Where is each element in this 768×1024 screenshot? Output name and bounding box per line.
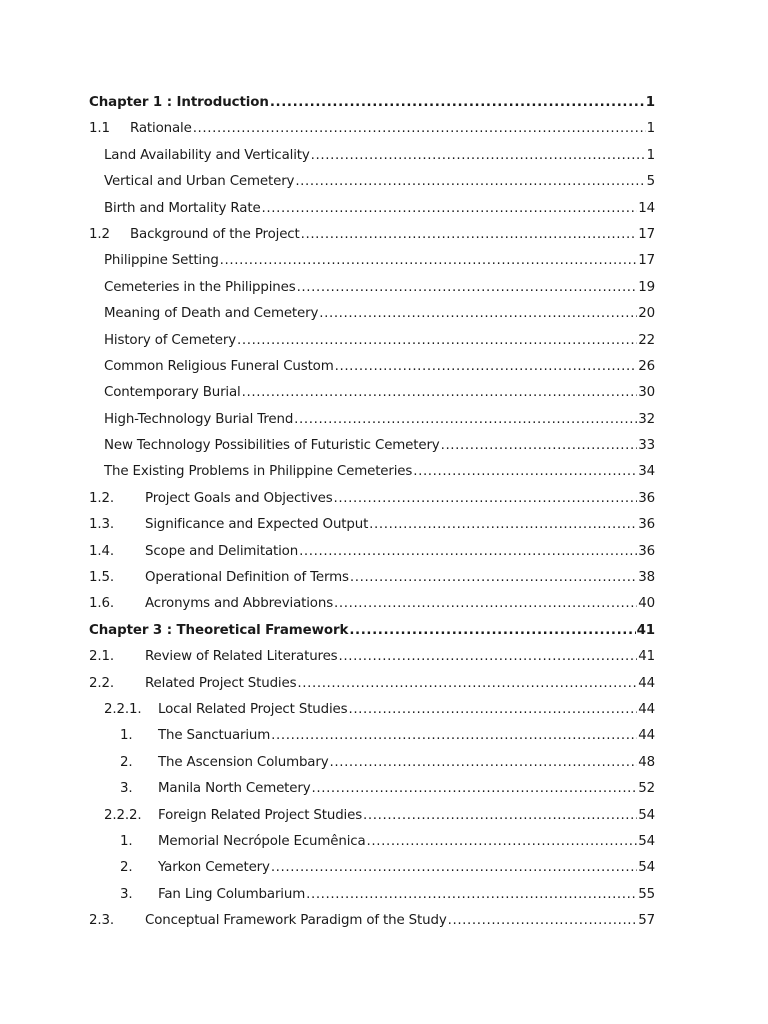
toc-title: History of Cemetery bbox=[104, 332, 236, 348]
toc-title: Local Related Project Studies bbox=[158, 701, 348, 717]
toc-number: 2.2. bbox=[89, 675, 114, 691]
toc-title: Yarkon Cemetery bbox=[158, 860, 270, 876]
toc-leader-dots bbox=[295, 169, 645, 195]
toc-entry[interactable] bbox=[89, 671, 655, 697]
toc-number: 1.2 bbox=[89, 226, 110, 242]
toc-entry[interactable] bbox=[89, 169, 655, 195]
toc-page-number: 55 bbox=[638, 886, 655, 902]
toc-title: Philippine Setting bbox=[104, 253, 219, 269]
toc-entry[interactable] bbox=[89, 459, 655, 485]
toc-number: 1.3. bbox=[89, 517, 114, 533]
toc-leader-dots bbox=[441, 433, 638, 459]
toc-page-number: 20 bbox=[638, 306, 655, 322]
toc-leader-dots bbox=[312, 776, 638, 802]
toc-page-number: 33 bbox=[638, 438, 655, 454]
toc-page-number: 38 bbox=[638, 570, 655, 586]
toc-leader-dots bbox=[271, 723, 637, 749]
toc-page-number: 36 bbox=[638, 490, 655, 506]
toc-page-number: 44 bbox=[638, 701, 655, 717]
toc-number: 1.6. bbox=[89, 596, 114, 612]
toc-leader-dots bbox=[220, 248, 638, 274]
toc-title: Vertical and Urban Cemetery bbox=[104, 174, 295, 190]
toc-entry[interactable] bbox=[89, 512, 655, 538]
toc-leader-dots bbox=[330, 750, 638, 776]
toc-entry[interactable] bbox=[89, 750, 655, 776]
toc-title: Chapter 1 : Introduction bbox=[89, 95, 269, 110]
toc-page-number: 17 bbox=[638, 226, 655, 242]
toc-leader-dots bbox=[306, 882, 637, 908]
toc-leader-dots bbox=[299, 539, 637, 565]
toc-leader-dots bbox=[339, 644, 638, 670]
toc-title: Operational Definition of Terms bbox=[145, 570, 349, 586]
toc-leader-dots bbox=[319, 301, 637, 327]
toc-leader-dots bbox=[363, 803, 637, 829]
toc-leader-dots bbox=[294, 407, 637, 433]
toc-page-number: 14 bbox=[638, 200, 655, 216]
toc-number: 2. bbox=[120, 860, 133, 876]
toc-title: Project Goals and Objectives bbox=[145, 490, 333, 506]
toc-number: 1.5. bbox=[89, 570, 114, 586]
toc-page-number: 41 bbox=[638, 649, 655, 665]
toc-entry[interactable] bbox=[89, 908, 655, 934]
toc-number: 3. bbox=[120, 886, 133, 902]
toc-page-number: 44 bbox=[638, 728, 655, 744]
toc-entry[interactable] bbox=[89, 116, 655, 142]
toc-page-number: 5 bbox=[646, 174, 655, 190]
toc-number: 1. bbox=[120, 728, 133, 744]
toc-chapter-1[interactable] bbox=[89, 90, 655, 116]
toc-page-number: 30 bbox=[638, 385, 655, 401]
toc-leader-dots bbox=[237, 328, 637, 354]
toc-title: New Technology Possibilities of Futuristic Cemetery bbox=[104, 438, 440, 454]
toc-title: Chapter 3 : Theoretical Framework bbox=[89, 622, 349, 638]
toc-page-number: 19 bbox=[638, 279, 655, 295]
toc-number: 3. bbox=[120, 781, 133, 797]
table-of-contents bbox=[89, 90, 655, 935]
toc-page-number: 52 bbox=[638, 781, 655, 797]
toc-page-number: 32 bbox=[638, 411, 655, 427]
toc-page-number: 54 bbox=[638, 860, 655, 876]
toc-page-number: 17 bbox=[638, 253, 655, 269]
toc-page-number: 41 bbox=[636, 622, 655, 638]
toc-entry[interactable] bbox=[89, 486, 655, 512]
toc-page-number: 34 bbox=[638, 464, 655, 480]
toc-title: Related Project Studies bbox=[145, 675, 297, 691]
toc-number: 1.2. bbox=[89, 490, 114, 506]
toc-title: Review of Related Literatures bbox=[145, 649, 338, 665]
toc-number: 2.3. bbox=[89, 913, 114, 929]
toc-entry[interactable] bbox=[89, 380, 655, 406]
toc-leader-dots bbox=[350, 565, 637, 591]
toc-page-number: 44 bbox=[638, 675, 655, 691]
toc-entry[interactable] bbox=[89, 275, 655, 301]
toc-page-number: 40 bbox=[638, 596, 655, 612]
toc-title: Land Availability and Verticality bbox=[104, 147, 310, 163]
toc-entry[interactable] bbox=[89, 354, 655, 380]
toc-title: Background of the Project bbox=[130, 226, 300, 242]
toc-entry[interactable] bbox=[89, 803, 655, 829]
toc-page-number: 57 bbox=[638, 913, 655, 929]
toc-leader-dots bbox=[297, 671, 637, 697]
toc-page-number: 26 bbox=[638, 358, 655, 374]
toc-leader-dots bbox=[262, 196, 638, 222]
toc-page-number: 22 bbox=[638, 332, 655, 348]
toc-entry[interactable] bbox=[89, 143, 655, 169]
toc-entry[interactable] bbox=[89, 248, 655, 274]
toc-chapter-3[interactable] bbox=[89, 618, 655, 644]
toc-title: Acronyms and Abbreviations bbox=[145, 596, 334, 612]
toc-page-number: 1 bbox=[646, 147, 655, 163]
toc-page-number: 1 bbox=[646, 121, 655, 137]
toc-title: Contemporary Burial bbox=[104, 385, 241, 401]
toc-entry[interactable] bbox=[89, 644, 655, 670]
toc-page-number: 54 bbox=[638, 807, 655, 823]
toc-title: Conceptual Framework Paradigm of the Study bbox=[145, 913, 447, 929]
toc-number: 2.2.2. bbox=[104, 807, 142, 823]
toc-leader-dots bbox=[334, 486, 638, 512]
toc-leader-dots bbox=[242, 380, 638, 406]
toc-entry[interactable] bbox=[89, 882, 655, 908]
toc-entry[interactable] bbox=[89, 697, 655, 723]
toc-number: 1.4. bbox=[89, 543, 114, 559]
toc-number: 1. bbox=[120, 833, 133, 849]
toc-number: 2.1. bbox=[89, 649, 114, 665]
toc-leader-dots bbox=[348, 697, 637, 723]
toc-title: Scope and Delimitation bbox=[145, 543, 299, 559]
toc-leader-dots bbox=[270, 90, 645, 116]
toc-entry[interactable] bbox=[89, 328, 655, 354]
toc-leader-dots bbox=[334, 591, 637, 617]
toc-page-number: 48 bbox=[638, 754, 655, 770]
toc-leader-dots bbox=[271, 855, 637, 881]
toc-title: Memorial Necrópole Ecumênica bbox=[158, 833, 366, 849]
toc-leader-dots bbox=[301, 222, 638, 248]
toc-leader-dots bbox=[349, 618, 635, 644]
toc-entry[interactable] bbox=[89, 829, 655, 855]
toc-title: Common Religious Funeral Custom bbox=[104, 358, 334, 374]
toc-title: Cemeteries in the Philippines bbox=[104, 279, 296, 295]
toc-title: The Sanctuarium bbox=[158, 728, 271, 744]
toc-entry[interactable] bbox=[89, 407, 655, 433]
toc-entry[interactable] bbox=[89, 433, 655, 459]
toc-title: Meaning of Death and Cemetery bbox=[104, 306, 319, 322]
toc-entry[interactable] bbox=[89, 776, 655, 802]
toc-entry[interactable] bbox=[89, 222, 655, 248]
toc-title: The Ascension Columbary bbox=[158, 754, 329, 770]
toc-title: Manila North Cemetery bbox=[158, 781, 311, 797]
toc-leader-dots bbox=[367, 829, 638, 855]
toc-entry[interactable] bbox=[89, 565, 655, 591]
toc-leader-dots bbox=[193, 116, 646, 142]
toc-title: Fan Ling Columbarium bbox=[158, 886, 306, 902]
toc-entry[interactable] bbox=[89, 591, 655, 617]
toc-title: Foreign Related Project Studies bbox=[158, 807, 363, 823]
toc-leader-dots bbox=[297, 275, 638, 301]
toc-page-number: 36 bbox=[638, 543, 655, 559]
toc-title: Significance and Expected Output bbox=[145, 517, 369, 533]
toc-title: Rationale bbox=[130, 121, 192, 137]
toc-number: 2. bbox=[120, 754, 133, 770]
toc-leader-dots bbox=[335, 354, 638, 380]
toc-leader-dots bbox=[448, 908, 638, 934]
toc-entry[interactable] bbox=[89, 301, 655, 327]
toc-leader-dots bbox=[413, 459, 637, 485]
toc-entry[interactable] bbox=[89, 196, 655, 222]
toc-page-number: 1 bbox=[645, 95, 655, 110]
toc-page-number: 54 bbox=[638, 833, 655, 849]
toc-entry[interactable] bbox=[89, 723, 655, 749]
toc-title: The Existing Problems in Philippine Cemeteries bbox=[104, 464, 413, 480]
toc-title: Birth and Mortality Rate bbox=[104, 200, 261, 216]
toc-entry[interactable] bbox=[89, 855, 655, 881]
toc-leader-dots bbox=[311, 143, 646, 169]
toc-entry[interactable] bbox=[89, 539, 655, 565]
toc-number: 1.1 bbox=[89, 121, 110, 137]
toc-page-number: 36 bbox=[638, 517, 655, 533]
toc-leader-dots bbox=[369, 512, 637, 538]
toc-number: 2.2.1. bbox=[104, 701, 142, 717]
toc-title: High-Technology Burial Trend bbox=[104, 411, 294, 427]
